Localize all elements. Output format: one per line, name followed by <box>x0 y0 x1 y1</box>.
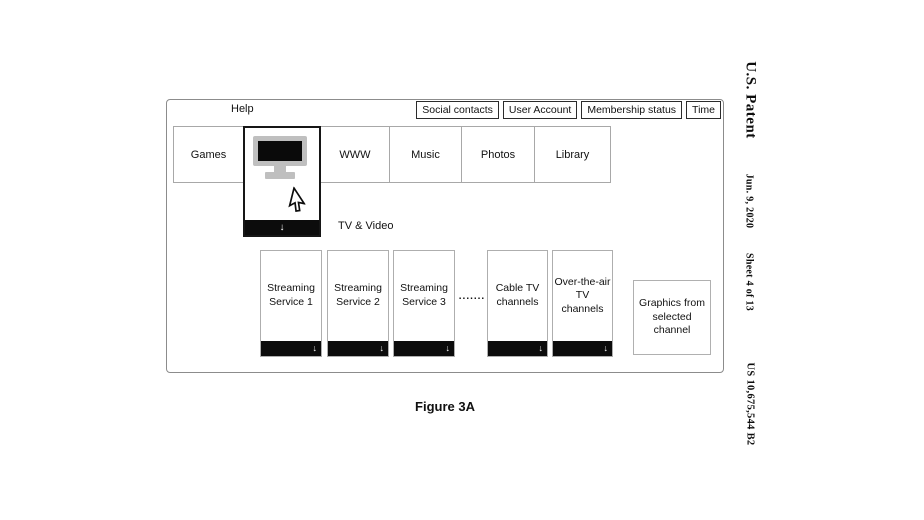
submenu-expand-bar <box>328 341 388 356</box>
patent-margin-number: US 10,675,544 B2 <box>744 362 756 446</box>
down-arrow-icon: ↓ <box>445 343 450 353</box>
status-bar <box>416 101 721 119</box>
down-arrow-icon: ↓ <box>312 343 317 353</box>
submenu-expand-bar <box>553 341 612 356</box>
submenu-expand-bar <box>488 341 547 356</box>
patent-margin-date: Jun. 9, 2020 <box>743 173 755 229</box>
submenu-expand-bar <box>261 341 321 356</box>
help-label: Help <box>231 103 254 115</box>
down-arrow-icon: ↓ <box>279 221 285 233</box>
menu-item-library: Library <box>534 126 611 183</box>
down-arrow-icon: ↓ <box>538 343 543 353</box>
submenu-label: Cable TV channels <box>495 282 540 308</box>
submenu-expand-bar <box>394 341 454 356</box>
submenu-streaming-service-1 <box>260 250 322 357</box>
submenu-label: Streaming Service 1 <box>267 282 315 308</box>
menu-item-photos: Photos <box>461 126 535 183</box>
submenu-ellipsis: ....... <box>458 291 486 302</box>
menu-item-www: WWW <box>320 126 390 183</box>
submenu-label: Streaming Service 3 <box>400 282 448 308</box>
ui-window-frame <box>166 99 724 373</box>
submenu-label: Over-the-air TV channels <box>554 275 611 315</box>
status-membership-status: Membership status <box>581 101 682 119</box>
menu-item-music: Music <box>389 126 462 183</box>
menu-item-tv-video-selected <box>243 126 321 237</box>
submenu-label: Streaming Service 2 <box>334 282 382 308</box>
preview-panel: Graphics from selected channel <box>633 280 711 355</box>
cursor-pointer-icon <box>286 186 309 215</box>
tv-monitor-icon <box>253 136 307 180</box>
tv-item-expand-bar <box>245 220 319 235</box>
submenu-streaming-service-3 <box>393 250 455 357</box>
submenu-cable-tv-channels <box>487 250 548 357</box>
monitor-stand-base <box>265 172 295 179</box>
patent-margin-title: U.S. Patent <box>742 61 759 139</box>
down-arrow-icon: ↓ <box>379 343 384 353</box>
status-user-account: User Account <box>503 101 577 119</box>
figure-caption: Figure 3A <box>415 399 475 414</box>
submenu-over-the-air-tv-channels <box>552 250 613 357</box>
menu-item-games: Games <box>173 126 244 183</box>
status-time: Time <box>686 101 721 119</box>
submenu-streaming-service-2 <box>327 250 389 357</box>
selected-menu-label: TV & Video <box>338 220 394 232</box>
status-social-contacts: Social contacts <box>416 101 499 119</box>
down-arrow-icon: ↓ <box>603 343 608 353</box>
monitor-screen <box>258 141 302 161</box>
patent-margin-sheet: Sheet 4 of 13 <box>743 252 755 312</box>
